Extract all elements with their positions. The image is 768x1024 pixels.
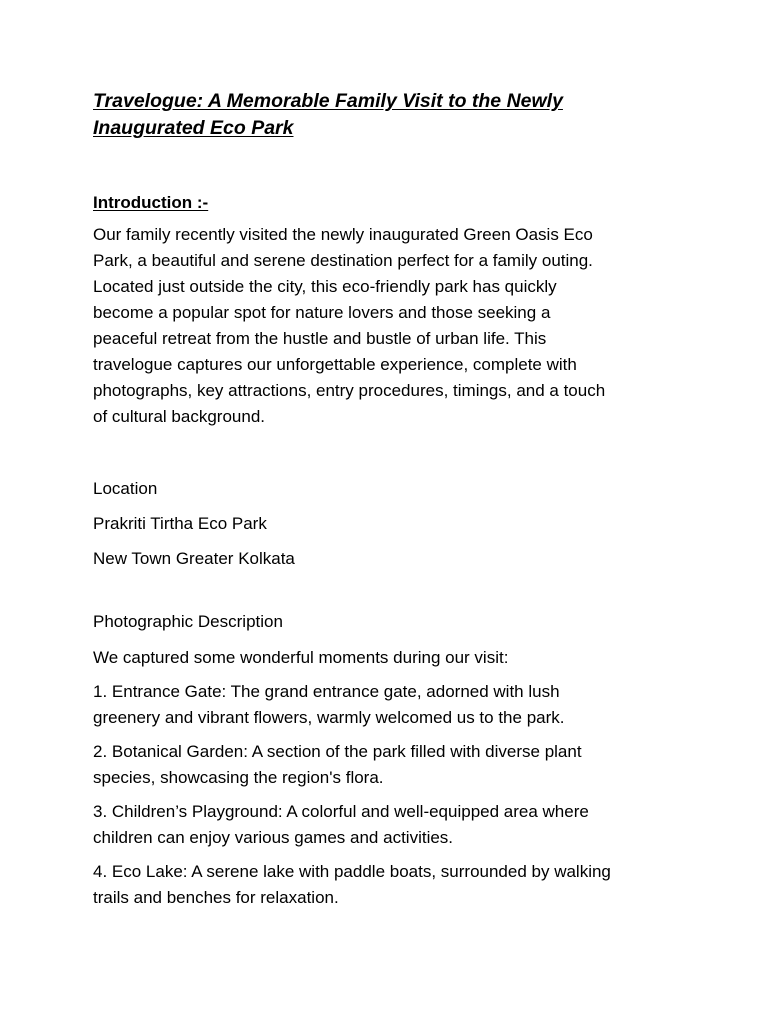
document-body (93, 88, 683, 911)
list-item-line: 3. Children’s Playground: A colorful and well-equipped area where (93, 802, 589, 821)
title-line: Inaugurated Eco Park (93, 117, 294, 139)
intro-line: of cultural background. (93, 407, 265, 426)
intro-line: photographs, key attractions, entry procedures, timings, and a touch (93, 381, 606, 400)
intro-line: Park, a beautiful and serene destination perfect for a family outing. (93, 251, 593, 270)
photo-description-label: Photographic Description (93, 612, 283, 631)
intro-line: peaceful retreat from the hustle and bustle of urban life. This (93, 329, 547, 348)
location-city: New Town Greater Kolkata (93, 549, 295, 568)
intro-line: Our family recently visited the newly inaugurated Green Oasis Eco (93, 225, 593, 244)
list-item-line: 1. Entrance Gate: The grand entrance gate, adorned with lush (93, 682, 560, 701)
list-item-line: children can enjoy various games and activities. (93, 828, 454, 847)
list-item-entrance-gate (93, 679, 683, 731)
list-item-line: species, showcasing the region's flora. (93, 768, 384, 787)
list-item-line: trails and benches for relaxation. (93, 888, 339, 907)
list-item-line: 4. Eco Lake: A serene lake with paddle boats, surrounded by walking (93, 862, 611, 881)
list-item-botanical-garden (93, 739, 683, 791)
photo-description-intro: We captured some wonderful moments during our visit: (93, 648, 509, 667)
list-item-childrens-playground (93, 799, 683, 851)
document-title (93, 88, 683, 142)
intro-line: travelogue captures our unforgettable experience, complete with (93, 355, 577, 374)
intro-line: become a popular spot for nature lovers and those seeking a (93, 303, 551, 322)
list-item-eco-lake (93, 859, 683, 911)
location-park-name: Prakriti Tirtha Eco Park (93, 514, 267, 533)
intro-heading: Introduction :- (93, 193, 209, 212)
intro-paragraph (93, 222, 678, 430)
location-label: Location (93, 479, 158, 498)
list-item-line: greenery and vibrant flowers, warmly welcomed us to the park. (93, 708, 565, 727)
intro-line: Located just outside the city, this eco-friendly park has quickly (93, 277, 557, 296)
title-line: Travelogue: A Memorable Family Visit to the Newly (93, 90, 563, 112)
list-item-line: 2. Botanical Garden: A section of the park filled with diverse plant (93, 742, 582, 761)
